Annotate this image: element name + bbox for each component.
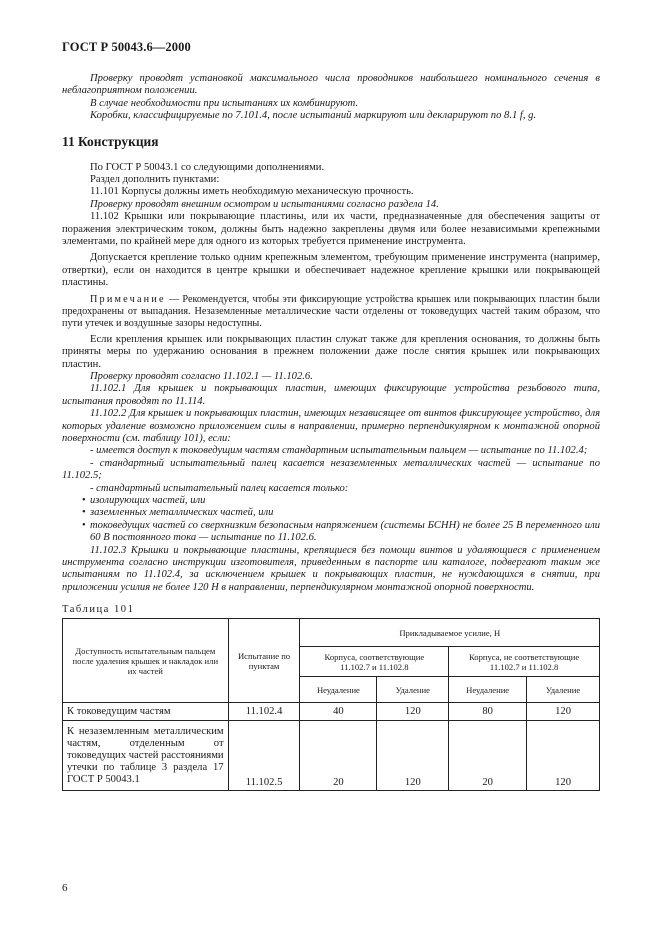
table-cell-value: 120 [527, 703, 600, 721]
table-cell-value: 120 [377, 703, 449, 721]
table-header-group-1: Корпуса, соответствующие 11.102.7 и 11.102.8 [300, 647, 449, 677]
table-cell-access: К незаземленным металлическим частям, отделенным от токоведущих частей расстояниями утечки по таблице 3 раздела 17 ГОСТ Р 50043.1 [63, 721, 229, 791]
table-header-force: Прикладываемое усилие, Н [300, 619, 600, 647]
note-paragraph [62, 294, 600, 330]
note-label: Примечание [90, 293, 166, 305]
intro-paragraph-1: Проверку проводят установкой максимального числа проводников наибольшего номинального сечения в неблагоприятном положении. [62, 73, 600, 97]
table-cell-value: 120 [377, 721, 449, 791]
table-header-no-removal-2: Неудаление [449, 677, 527, 703]
condition-only: - стандартный испытательный палец касается только: [90, 482, 349, 494]
bullet-icon: • [82, 519, 86, 531]
clause-11-102-check: Проверку проводят согласно 11.102.1 — 11.102.6. [90, 370, 313, 382]
table-cell-value: 120 [527, 721, 600, 791]
table-header-removal-2: Удаление [527, 677, 600, 703]
table-cell-value: 20 [300, 721, 377, 791]
condition-live-parts: - имеется доступ к токоведущим частям стандартным испытательным пальцем — испытание по 11.102.4; [90, 445, 588, 457]
section-title: 11 Конструкция [62, 133, 159, 149]
document-header: ГОСТ Р 50043.6—2000 [62, 40, 191, 54]
section-paragraph-2: Раздел дополнить пунктами: [90, 174, 220, 186]
bullet-icon: • [82, 507, 86, 519]
table-caption: Таблица 101 [62, 604, 135, 616]
clause-11-101-check: Проверку проводят внешним осмотром и испытаниями согласно раздела 14. [90, 198, 439, 210]
intro-paragraph-3: Коробки, классифицируемые по 7.101.4, после испытаний маркируют или декларируют по 8.1 f, g. [90, 110, 537, 122]
clause-11-102-1: 11.102.1 Для крышек и покрывающих пластин, имеющих фиксирующие устройства резьбового типа, испытания проводят по 11.114. [62, 383, 600, 407]
table-row [63, 721, 600, 791]
condition-unearthed-metal: - стандартный испытательный палец касается незаземленных металлических частей — испытание по 11.102.5; [62, 457, 600, 482]
list-item: • заземленных металлических частей, или [82, 507, 274, 519]
table-header-removal-1: Удаление [377, 677, 449, 703]
clause-11-102-2: 11.102.2 Для крышек и покрывающих пластин, имеющих независящее от винтов фиксирующее устройство, для которых удаление возможно приложением силы в направлении, примерно перпендикулярном к монтажной опорной поверхности (см. таблицу 101), если: [62, 408, 600, 444]
table-row [63, 703, 600, 721]
table-header-group-2: Корпуса, не соответствующие 11.102.7 и 11.102.8 [449, 647, 600, 677]
list-item: • токоведущих частей со сверхнизким безопасным напряжением (системы БСНН) не более 25 В переменного или 60 В постоянного тока — испытание по 11.102.6. [82, 519, 600, 544]
table-101 [62, 618, 600, 791]
intro-paragraph-2: В случае необходимости при испытаниях их комбинируют. [90, 97, 359, 109]
table-header-access: Доступность испытательным пальцем после удаления крышек и накладок или их частей [63, 619, 229, 703]
clause-11-102-single-fixing: Допускается крепление только одним крепежным элементом, требующим применение инструмента (например, отвертки), если он находится в центре крышки и обеспечивает надежное крепление крышки или покрывающей пластины. [62, 252, 600, 289]
table-cell-test: 11.102.4 [228, 703, 300, 721]
bullet-list [62, 495, 600, 545]
table-cell-test: 11.102.5 [228, 721, 300, 791]
note-text: — Рекомендуется, чтобы эти фиксирующие устройства крышек или покрывающих пластин были предохранены от выпадания. Незаземленные металлические части отделены от токоведущих частей таким образом, что пути утечек и воздушные зазоры недоступны. [62, 293, 600, 329]
clause-11-102-3: 11.102.3 Крышки и покрывающие пластины, крепящиеся без помощи винтов и удаляющиеся с применением инструмента согласно инструкции изготовителя, приведенным в паспорте или каталоге, подвергают таким же испытаниям по 11.102.4, за исключением крышек и покрывающих пластин, не нуждающихся в снятии, при приложении усилия не более 120 Н в направлении, перпендикулярном монтажной опорной поверхности. [62, 544, 600, 593]
table-cell-access: К токоведущим частям [63, 703, 229, 721]
list-item: • изолирующих частей, или [82, 494, 206, 506]
clause-base-fixing: Если крепления крышек или покрывающих пластин служат также для крепления основания, то должны быть приняты меры по удержанию основания в прежнем положении даже после снятия крышек или покрывающих пластин. [62, 333, 600, 370]
table-header-no-removal-1: Неудаление [300, 677, 377, 703]
section-paragraph-1: По ГОСТ Р 50043.1 со следующими дополнениями. [90, 161, 325, 173]
page-number: 6 [62, 882, 68, 894]
bullet-icon: • [82, 494, 86, 506]
table-header-test: Испытание по пунктам [228, 619, 300, 703]
clause-11-101: 11.101 Корпусы должны иметь необходимую механическую прочность. [90, 186, 414, 198]
table-cell-value: 40 [300, 703, 377, 721]
clause-11-102: 11.102 Крышки или покрывающие пластины, или их части, предназначенные для обеспечения защиты от поражения электрическим током, должны быть надежно закреплены двумя или более независимыми крепежными элементами, по крайней мере для одного из которых требуется применение инструмента. [62, 211, 600, 248]
document-page [62, 40, 600, 791]
table-cell-value: 20 [449, 721, 527, 791]
table-cell-value: 80 [449, 703, 527, 721]
